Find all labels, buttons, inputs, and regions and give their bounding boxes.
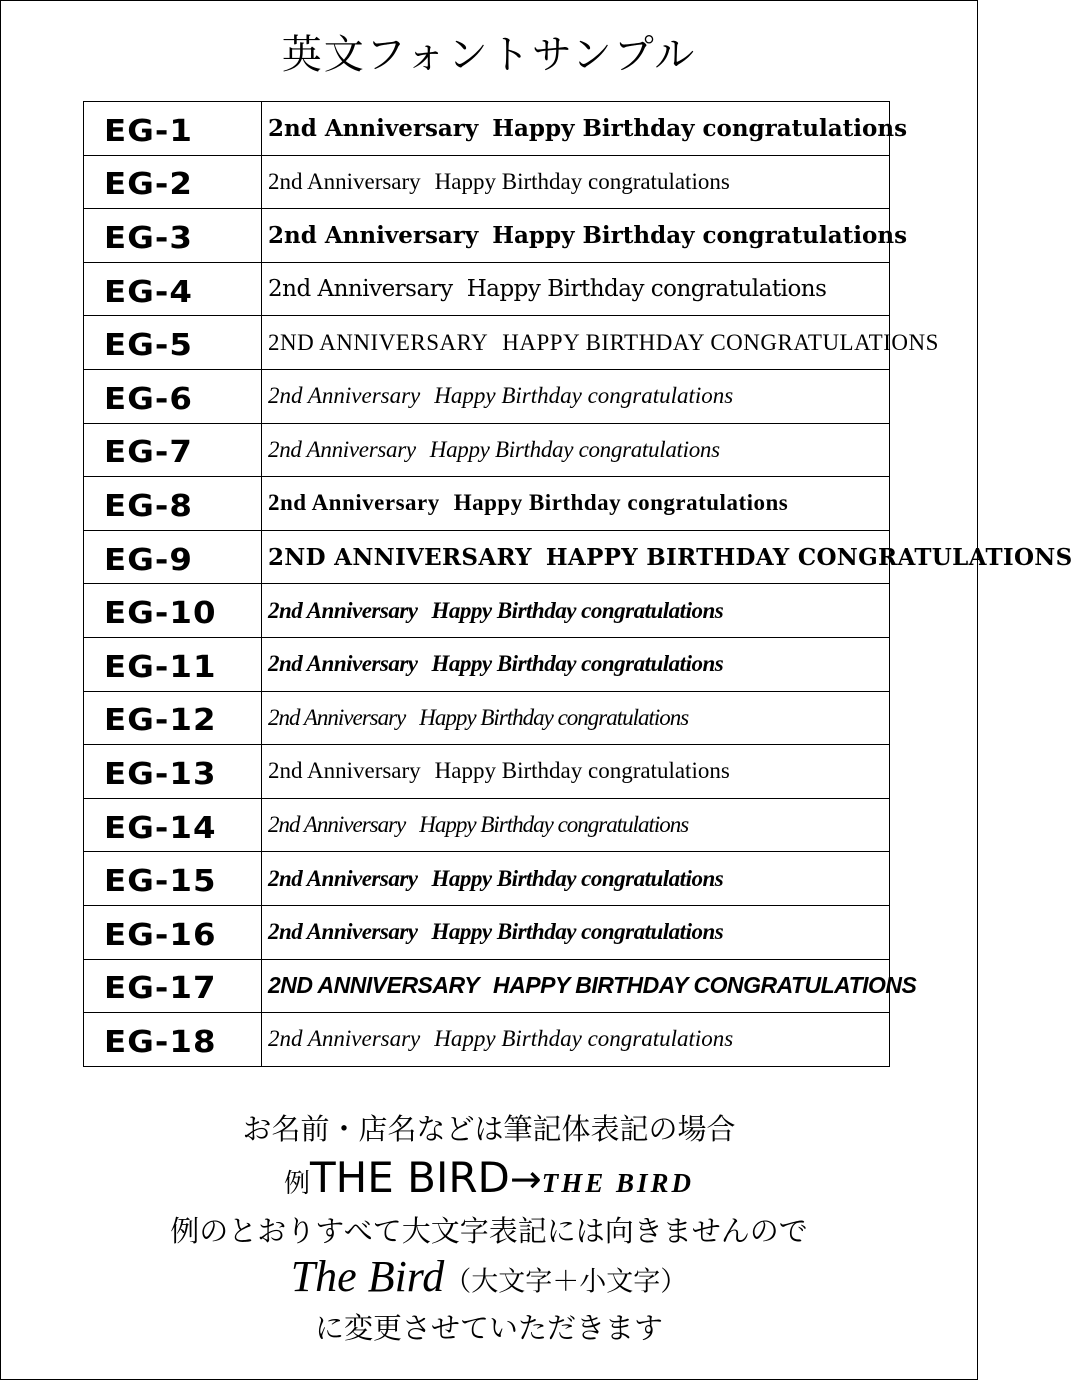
font-code: EG-12 — [84, 691, 276, 745]
sample-text-part1: 2nd Anniversary — [268, 597, 418, 623]
sample-text-part3: congratulations — [587, 168, 730, 194]
sample-text-part1: 2nd Anniversary — [268, 812, 406, 838]
note-line-2 — [1, 1153, 977, 1202]
sample-text-part3: CONGRATULATIONS — [710, 329, 939, 355]
sample-text-part1: 2nd Anniversary — [268, 383, 421, 409]
font-sample — [262, 316, 939, 370]
sample-text-part3: CONGRATULATIONS — [693, 972, 917, 999]
font-code: EG-6 — [84, 369, 276, 423]
font-row — [84, 155, 890, 209]
sample-text-part2: Happy Birthday — [466, 276, 644, 303]
sample-text-part3: congratulations — [587, 383, 734, 409]
font-row — [84, 102, 890, 156]
sample-text-part2: Happy Birthday — [431, 651, 576, 677]
sample-text-part1: 2nd Anniversary — [268, 704, 406, 730]
sample-text-part1: 2nd Anniversary — [268, 114, 479, 142]
font-code: EG-2 — [84, 155, 276, 209]
sample-text-part2: Happy Birthday — [434, 168, 583, 194]
font-row — [84, 209, 890, 263]
note-line-5: に変更させていただきます — [314, 1311, 663, 1345]
font-row — [84, 1013, 890, 1067]
font-row — [84, 691, 890, 745]
note-line-1: お名前・店名などは筆記体表記の場合 — [242, 1112, 736, 1146]
sample-text-part2: Happy Birthday — [431, 865, 576, 891]
sample-text-part3: congratulations — [702, 114, 908, 142]
font-code: EG-17 — [84, 959, 276, 1013]
sample-text-part3: congratulations — [581, 597, 724, 623]
font-row — [84, 745, 890, 799]
font-row — [84, 316, 890, 370]
font-sample — [262, 209, 908, 263]
sample-text-part1: 2nd Anniversary — [268, 436, 416, 462]
sample-text-part1: 2nd Anniversary — [268, 168, 421, 194]
font-sample — [262, 584, 890, 638]
sample-text-part3: congratulations — [587, 1026, 734, 1052]
sample-text-part1: 2ND ANNIVERSARY — [268, 972, 480, 999]
font-code: EG-18 — [84, 1013, 276, 1067]
sample-text-part2: Happy Birthday — [492, 114, 695, 142]
font-row — [84, 905, 890, 959]
font-code: EG-11 — [84, 637, 276, 691]
sample-text-part2: Happy Birthday — [431, 597, 576, 623]
font-code: EG-14 — [84, 798, 276, 852]
font-code: EG-4 — [84, 262, 276, 316]
font-sample — [262, 477, 890, 531]
font-sample — [262, 423, 890, 477]
sample-text-part1: 2nd Anniversary — [268, 919, 418, 945]
font-code: EG-10 — [84, 584, 276, 638]
font-row — [84, 852, 890, 906]
example-uppercase: THE BIRD — [310, 1153, 510, 1202]
sample-text-part2: Happy Birthday — [434, 1026, 582, 1052]
sample-text-part2: Happy Birthday — [419, 812, 553, 838]
font-code: EG-7 — [84, 423, 276, 477]
sample-text-part2: Happy Birthday — [492, 221, 695, 249]
sample-text-part2: Happy Birthday — [434, 758, 583, 784]
font-code: EG-3 — [84, 209, 276, 263]
font-row — [84, 798, 890, 852]
font-row — [84, 423, 890, 477]
font-row — [84, 262, 890, 316]
font-row — [84, 530, 890, 584]
font-code: EG-5 — [84, 316, 276, 370]
page-title: 英文フォントサンプル — [281, 32, 697, 78]
sample-text-part3: congratulations — [581, 651, 724, 677]
font-row — [84, 584, 890, 638]
font-sample — [262, 262, 890, 316]
sample-text-part2: Happy Birthday — [429, 436, 574, 462]
font-sample — [262, 637, 890, 691]
font-sample — [262, 852, 890, 906]
font-row — [84, 369, 890, 423]
sample-text-part1: 2nd Anniversary — [268, 276, 453, 303]
font-sample — [262, 369, 890, 423]
sample-text-part2: Happy Birthday — [453, 490, 622, 516]
sample-text-part3: congratulations — [650, 276, 827, 303]
sample-text-part3: CONGRATULATIONS — [797, 543, 1073, 571]
font-row — [84, 959, 890, 1013]
sample-text-part3: congratulations — [581, 919, 724, 945]
note-line-4 — [1, 1251, 977, 1302]
example-prefix: 例 — [284, 1169, 311, 1199]
sample-text-part2: Happy Birthday — [431, 919, 576, 945]
note-line-3: 例のとおりすべて大文字表記には向きませんので — [170, 1214, 808, 1248]
sample-text-part1: 2nd Anniversary — [268, 865, 418, 891]
font-code: EG-9 — [84, 530, 276, 584]
font-sample — [262, 959, 917, 1013]
font-row — [84, 477, 890, 531]
sample-text-part2: HAPPY BIRTHDAY — [493, 972, 688, 999]
sample-text-part1: 2nd Anniversary — [268, 221, 479, 249]
font-row — [84, 637, 890, 691]
sample-text-part3: congratulations — [627, 490, 789, 516]
sample-text-part3: congratulations — [587, 758, 730, 784]
sample-text-part3: congratulations — [702, 221, 908, 249]
case-note: （大文字＋小文字） — [444, 1266, 688, 1298]
sample-text-part2: Happy Birthday — [419, 704, 553, 730]
sample-text-part2: HAPPY BIRTHDAY — [502, 329, 705, 355]
font-sample — [262, 102, 908, 156]
font-sample-table — [83, 101, 1073, 1067]
sample-text-part1: 2nd Anniversary — [268, 490, 440, 516]
example-script-uppercase: THE BIRD — [541, 1168, 694, 1198]
font-sample — [262, 798, 890, 852]
arrow-icon: → — [509, 1157, 542, 1201]
font-code: EG-16 — [84, 905, 276, 959]
font-sample — [262, 530, 1073, 584]
sample-text-part1: 2nd Anniversary — [268, 758, 421, 784]
font-code: EG-8 — [84, 477, 276, 531]
sample-text-part3: congratulations — [581, 865, 724, 891]
sample-text-part3: congratulations — [557, 812, 689, 838]
sample-text-part1: 2ND ANNIVERSARY — [268, 543, 532, 571]
sample-text-part1: 2nd Anniversary — [268, 1026, 421, 1052]
font-sample — [262, 1013, 890, 1067]
font-sample — [262, 155, 890, 209]
sample-text-part2: HAPPY BIRTHDAY — [545, 543, 790, 571]
font-code: EG-1 — [84, 102, 276, 156]
sample-text-part3: congratulations — [578, 436, 720, 462]
font-sample — [262, 691, 890, 745]
font-code: EG-13 — [84, 745, 276, 799]
sample-text-part1: 2nd Anniversary — [268, 651, 418, 677]
font-sample — [262, 745, 890, 799]
font-code: EG-15 — [84, 852, 276, 906]
sample-text-part3: congratulations — [557, 704, 689, 730]
sample-text-part2: Happy Birthday — [434, 383, 582, 409]
font-sample — [262, 905, 890, 959]
sample-text-part1: 2ND ANNIVERSARY — [268, 329, 489, 355]
example-script-mixedcase: The Bird — [290, 1252, 445, 1301]
